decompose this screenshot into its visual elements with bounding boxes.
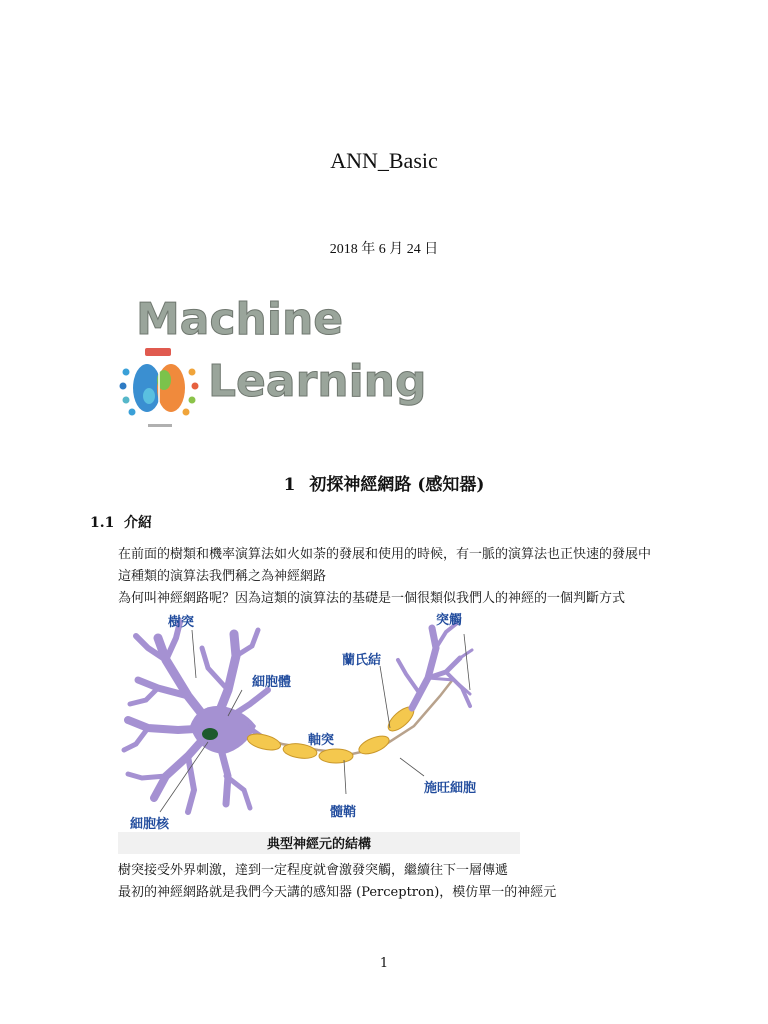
- nucleus: [202, 728, 218, 740]
- section-number: 1: [283, 475, 296, 495]
- section-heading: [0, 470, 768, 495]
- neuron-diagram: [118, 608, 520, 854]
- label-dendrite: 樹突: [168, 615, 195, 630]
- label-myelin: 髓鞘: [330, 805, 357, 820]
- page-number: 1: [379, 956, 389, 971]
- label-cell-body: 細胞體: [252, 675, 292, 690]
- subsection-number: 1.1: [90, 515, 115, 531]
- paragraph-line: 最初的神經網路就是我們今天講的感知器 (Perceptron)，模仿單一的神經元: [118, 885, 557, 900]
- paragraph-line: 樹突接受外界刺激，達到一定程度就會激發突觸，繼續往下一層傳遞: [118, 863, 509, 878]
- label-synapse: 突觸: [436, 613, 463, 628]
- paragraph-line: 在前面的樹類和機率演算法如火如荼的發展和使用的時候，有一脈的演算法也正快速的發展中: [118, 547, 652, 562]
- document-title: ANN_Basic: [330, 148, 438, 173]
- subsection-title: 介紹: [124, 515, 152, 531]
- axon-terminals: [398, 624, 472, 708]
- label-schwann: 施旺細胞: [424, 781, 477, 796]
- machine-learning-logo: [118, 292, 448, 432]
- logo-text-learning: Learning: [208, 356, 427, 407]
- paragraph-line: 為何叫神經網路呢？因為這類的演算法的基礎是一個很類似我們人的神經的一個判斷方式: [118, 591, 626, 606]
- subsection-heading: [90, 512, 152, 532]
- label-axon: 軸突: [308, 733, 335, 748]
- logo-text-machine: Machine: [136, 294, 344, 345]
- figure-caption: 典型神經元的結構: [266, 837, 372, 852]
- document-date: 2018 年 6 月 24 日: [329, 242, 439, 257]
- paragraph-line: 這種類的演算法我們稱之為神經網路: [118, 569, 327, 584]
- brain-illustration: [120, 348, 199, 427]
- label-ranvier: 蘭氏結: [342, 653, 382, 668]
- label-nucleus: 細胞核: [130, 817, 170, 832]
- section-title: 初探神經網路 (感知器): [309, 475, 485, 495]
